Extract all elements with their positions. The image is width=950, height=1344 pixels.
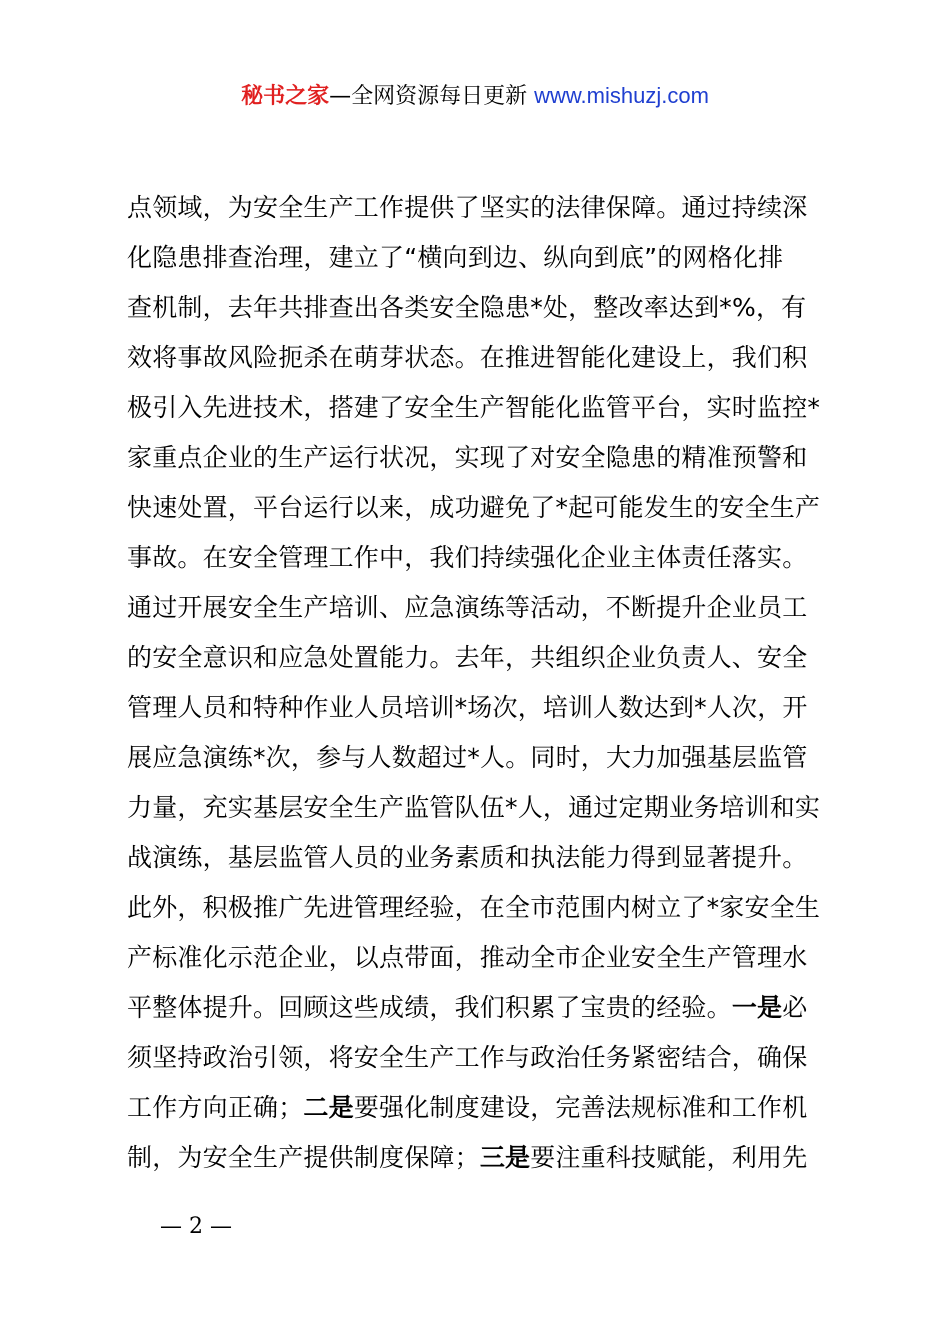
text-line: 的安全意识和应急处置能力。去年，共组织企业负责人、安全 (127, 643, 808, 672)
text-line: 事故。在安全管理工作中，我们持续强化企业主体责任落实。 (127, 543, 808, 572)
emphasis-first: 一是 (731, 993, 783, 1022)
text-line: 须坚持政治引领，将安全生产工作与政治任务紧密结合，确保 (127, 1043, 808, 1072)
text-line: 通过开展安全生产培训、应急演练等活动，不断提升企业员工 (127, 593, 808, 622)
page-number: — 2 — (160, 1214, 232, 1239)
text-line: 展应急演练*次，参与人数超过*人。同时，大力加强基层监管 (127, 743, 808, 772)
text-line: 力量，充实基层安全生产监管队伍*人，通过定期业务培训和实 (127, 793, 821, 822)
emphasis-second: 二是 (303, 1093, 354, 1122)
text-run: 必 (782, 993, 808, 1022)
text-line: 管理人员和特种作业人员培训*场次，培训人数达到*人次，开 (127, 693, 808, 722)
text-line: 效将事故风险扼杀在萌芽状态。在推进智能化建设上，我们积 (127, 343, 808, 372)
text-line: 化隐患排查治理，建立了“横向到边、纵向到底”的网格化排 (127, 243, 784, 272)
text-run: 制，为安全生产提供制度保障； (127, 1143, 480, 1172)
text-line: 快速处置，平台运行以来，成功避免了*起可能发生的安全生产 (127, 493, 821, 522)
text-line: 产标准化示范企业，以点带面，推动全市企业安全生产管理水 (127, 943, 808, 972)
text-line: 点领域，为安全生产工作提供了坚实的法律保障。通过持续深 (127, 193, 808, 222)
emphasis-third: 三是 (479, 1143, 531, 1172)
text-line (127, 983, 837, 1033)
text-line: 此外，积极推广先进管理经验，在全市范围内树立了*家安全生 (127, 893, 821, 922)
site-brand: 秘书之家 (241, 84, 330, 109)
text-line: 家重点企业的生产运行状况，实现了对安全隐患的精准预警和 (127, 443, 808, 472)
document-body (127, 183, 837, 1183)
text-line: 战演练，基层监管人员的业务素质和执法能力得到显著提升。 (127, 843, 808, 872)
text-line (127, 1133, 837, 1183)
site-url-link[interactable]: www.mishuzj.com (534, 83, 709, 108)
site-header (0, 80, 950, 113)
text-line (127, 1083, 837, 1133)
text-run: 要强化制度建设，完善法规标准和工作机 (353, 1093, 808, 1122)
site-tagline: —全网资源每日更新 (329, 84, 528, 109)
text-run: 工作方向正确； (127, 1093, 304, 1122)
text-line: 极引入先进技术，搭建了安全生产智能化监管平台，实时监控* (127, 393, 821, 422)
text-run: 要注重科技赋能，利用先 (530, 1143, 808, 1172)
text-line: 查机制，去年共排查出各类安全隐患*处，整改率达到*%，有 (127, 293, 807, 322)
text-run: 平整体提升。回顾这些成绩，我们积累了宝贵的经验。 (127, 993, 732, 1022)
